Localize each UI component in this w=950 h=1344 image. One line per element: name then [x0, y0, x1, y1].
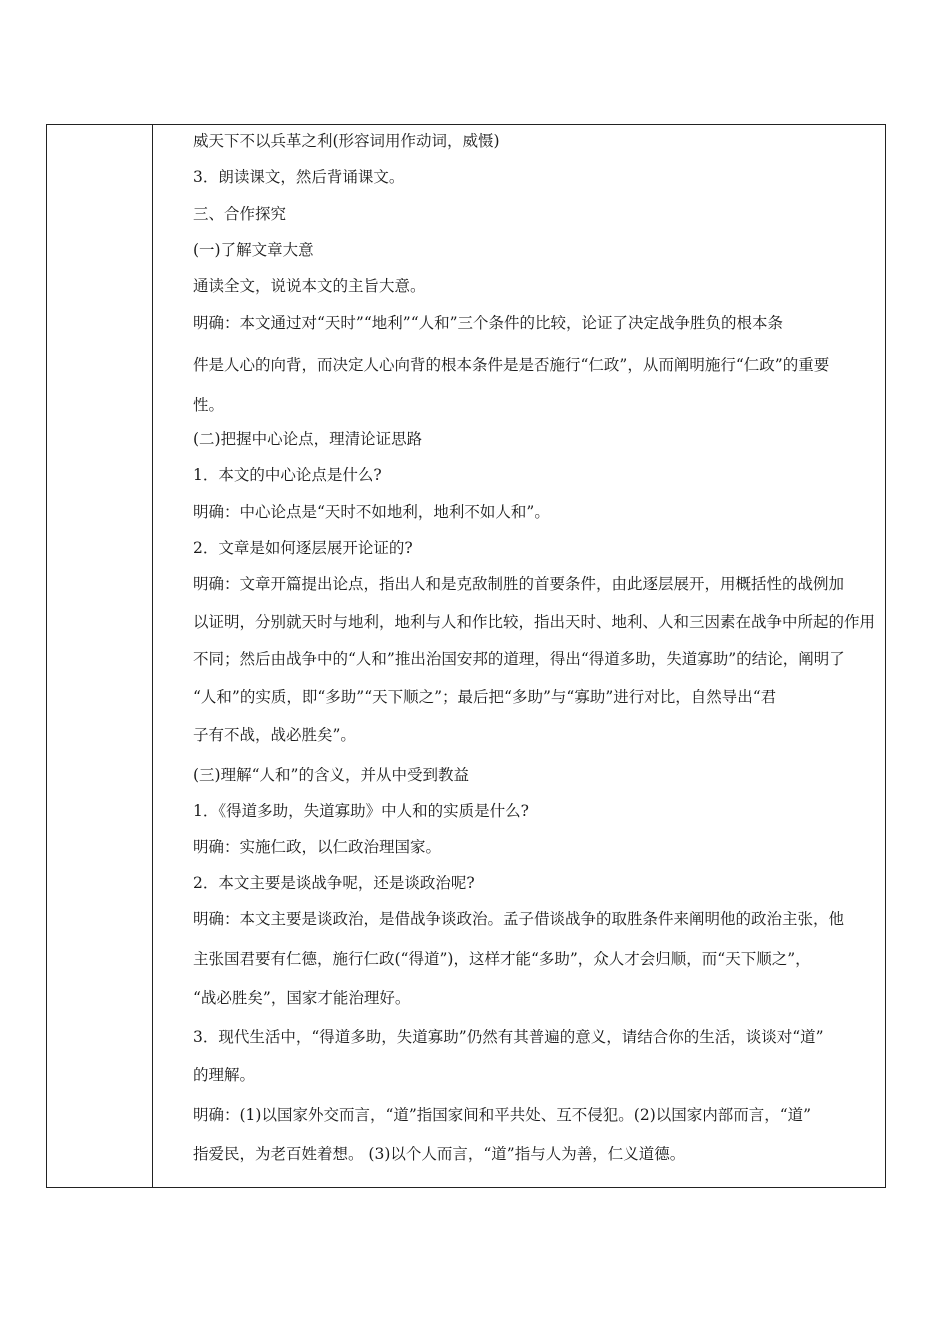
text-line: 件是人心的向背，而决定人心向背的根本条件是是否施行“仁政”，从而阐明施行“仁政”的重要: [193, 356, 830, 374]
table-left-cell: [47, 125, 153, 1187]
answer: 明确：文章开篇提出论点，指出人和是克敌制胜的首要条件，由此逐层展开，用概括性的战例加: [193, 575, 845, 593]
subsection-heading: (一)了解文章大意: [193, 241, 314, 259]
text-line: 明确：本文通过对“天时”“地利”“人和”三个条件的比较，论证了决定战争胜负的根本条: [193, 314, 784, 332]
answer: 明确：中心论点是“天时不如地利，地利不如人和”。: [193, 503, 550, 521]
question: 1．《得道多助，失道寡助》中人和的实质是什么?: [193, 802, 529, 820]
text-line: 不同；然后由战争中的“人和”推出治国安邦的道理，得出“得道多助，失道寡助”的结论，阐明了: [193, 650, 845, 668]
text-line: 以证明，分别就天时与地利，地利与人和作比较，指出天时、地利、人和三因素在战争中所起的作用: [193, 613, 875, 631]
lesson-table: [46, 124, 886, 1188]
text-line: “战必胜矣”，国家才能治理好。: [193, 989, 411, 1007]
text-line: 指爱民，为老百姓着想。 (3)以个人而言，“道”指与人为善，仁义道德。: [193, 1145, 686, 1163]
text-line: 性。: [193, 396, 225, 414]
text-line: 的理解。: [193, 1066, 256, 1084]
text-line: 主张国君要有仁德，施行仁政(“得道”)，这样才能“多助”，众人才会归顺，而“天下顺之”，: [193, 950, 811, 968]
text-line: 3．朗读课文，然后背诵课文。: [193, 168, 405, 186]
question: 1．本文的中心论点是什么?: [193, 466, 382, 484]
text-line: 威天下不以兵革之利(形容词用作动词，威慑): [193, 132, 500, 150]
subsection-heading: (二)把握中心论点，理清论证思路: [193, 430, 423, 448]
text-line: 通读全文，说说本文的主旨大意。: [193, 277, 426, 295]
answer: 明确：实施仁政，以仁政治理国家。: [193, 838, 442, 856]
section-heading: 三、合作探究: [193, 205, 287, 223]
question: 2．文章是如何逐层展开论证的?: [193, 539, 413, 557]
answer: 明确：(1)以国家外交而言，“道”指国家间和平共处、互不侵犯。(2)以国家内部而言，“道”: [193, 1106, 812, 1124]
question: 2．本文主要是谈战争呢，还是谈政治呢?: [193, 874, 475, 892]
table-content-cell: [193, 125, 885, 1187]
text-line: “人和”的实质，即“多助”“天下顺之”；最后把“多助”与“寡助”进行对比，自然导出“君: [193, 688, 777, 706]
answer: 明确：本文主要是谈政治，是借战争谈政治。孟子借谈战争的取胜条件来阐明他的政治主张，他: [193, 910, 845, 928]
text-line: 子有不战，战必胜矣”。: [193, 726, 356, 744]
question: 3．现代生活中，“得道多助，失道寡助”仍然有其普遍的意义，请结合你的生活，谈谈对“道”: [193, 1028, 824, 1046]
subsection-heading: (三)理解“人和”的含义，并从中受到教益: [193, 766, 469, 784]
